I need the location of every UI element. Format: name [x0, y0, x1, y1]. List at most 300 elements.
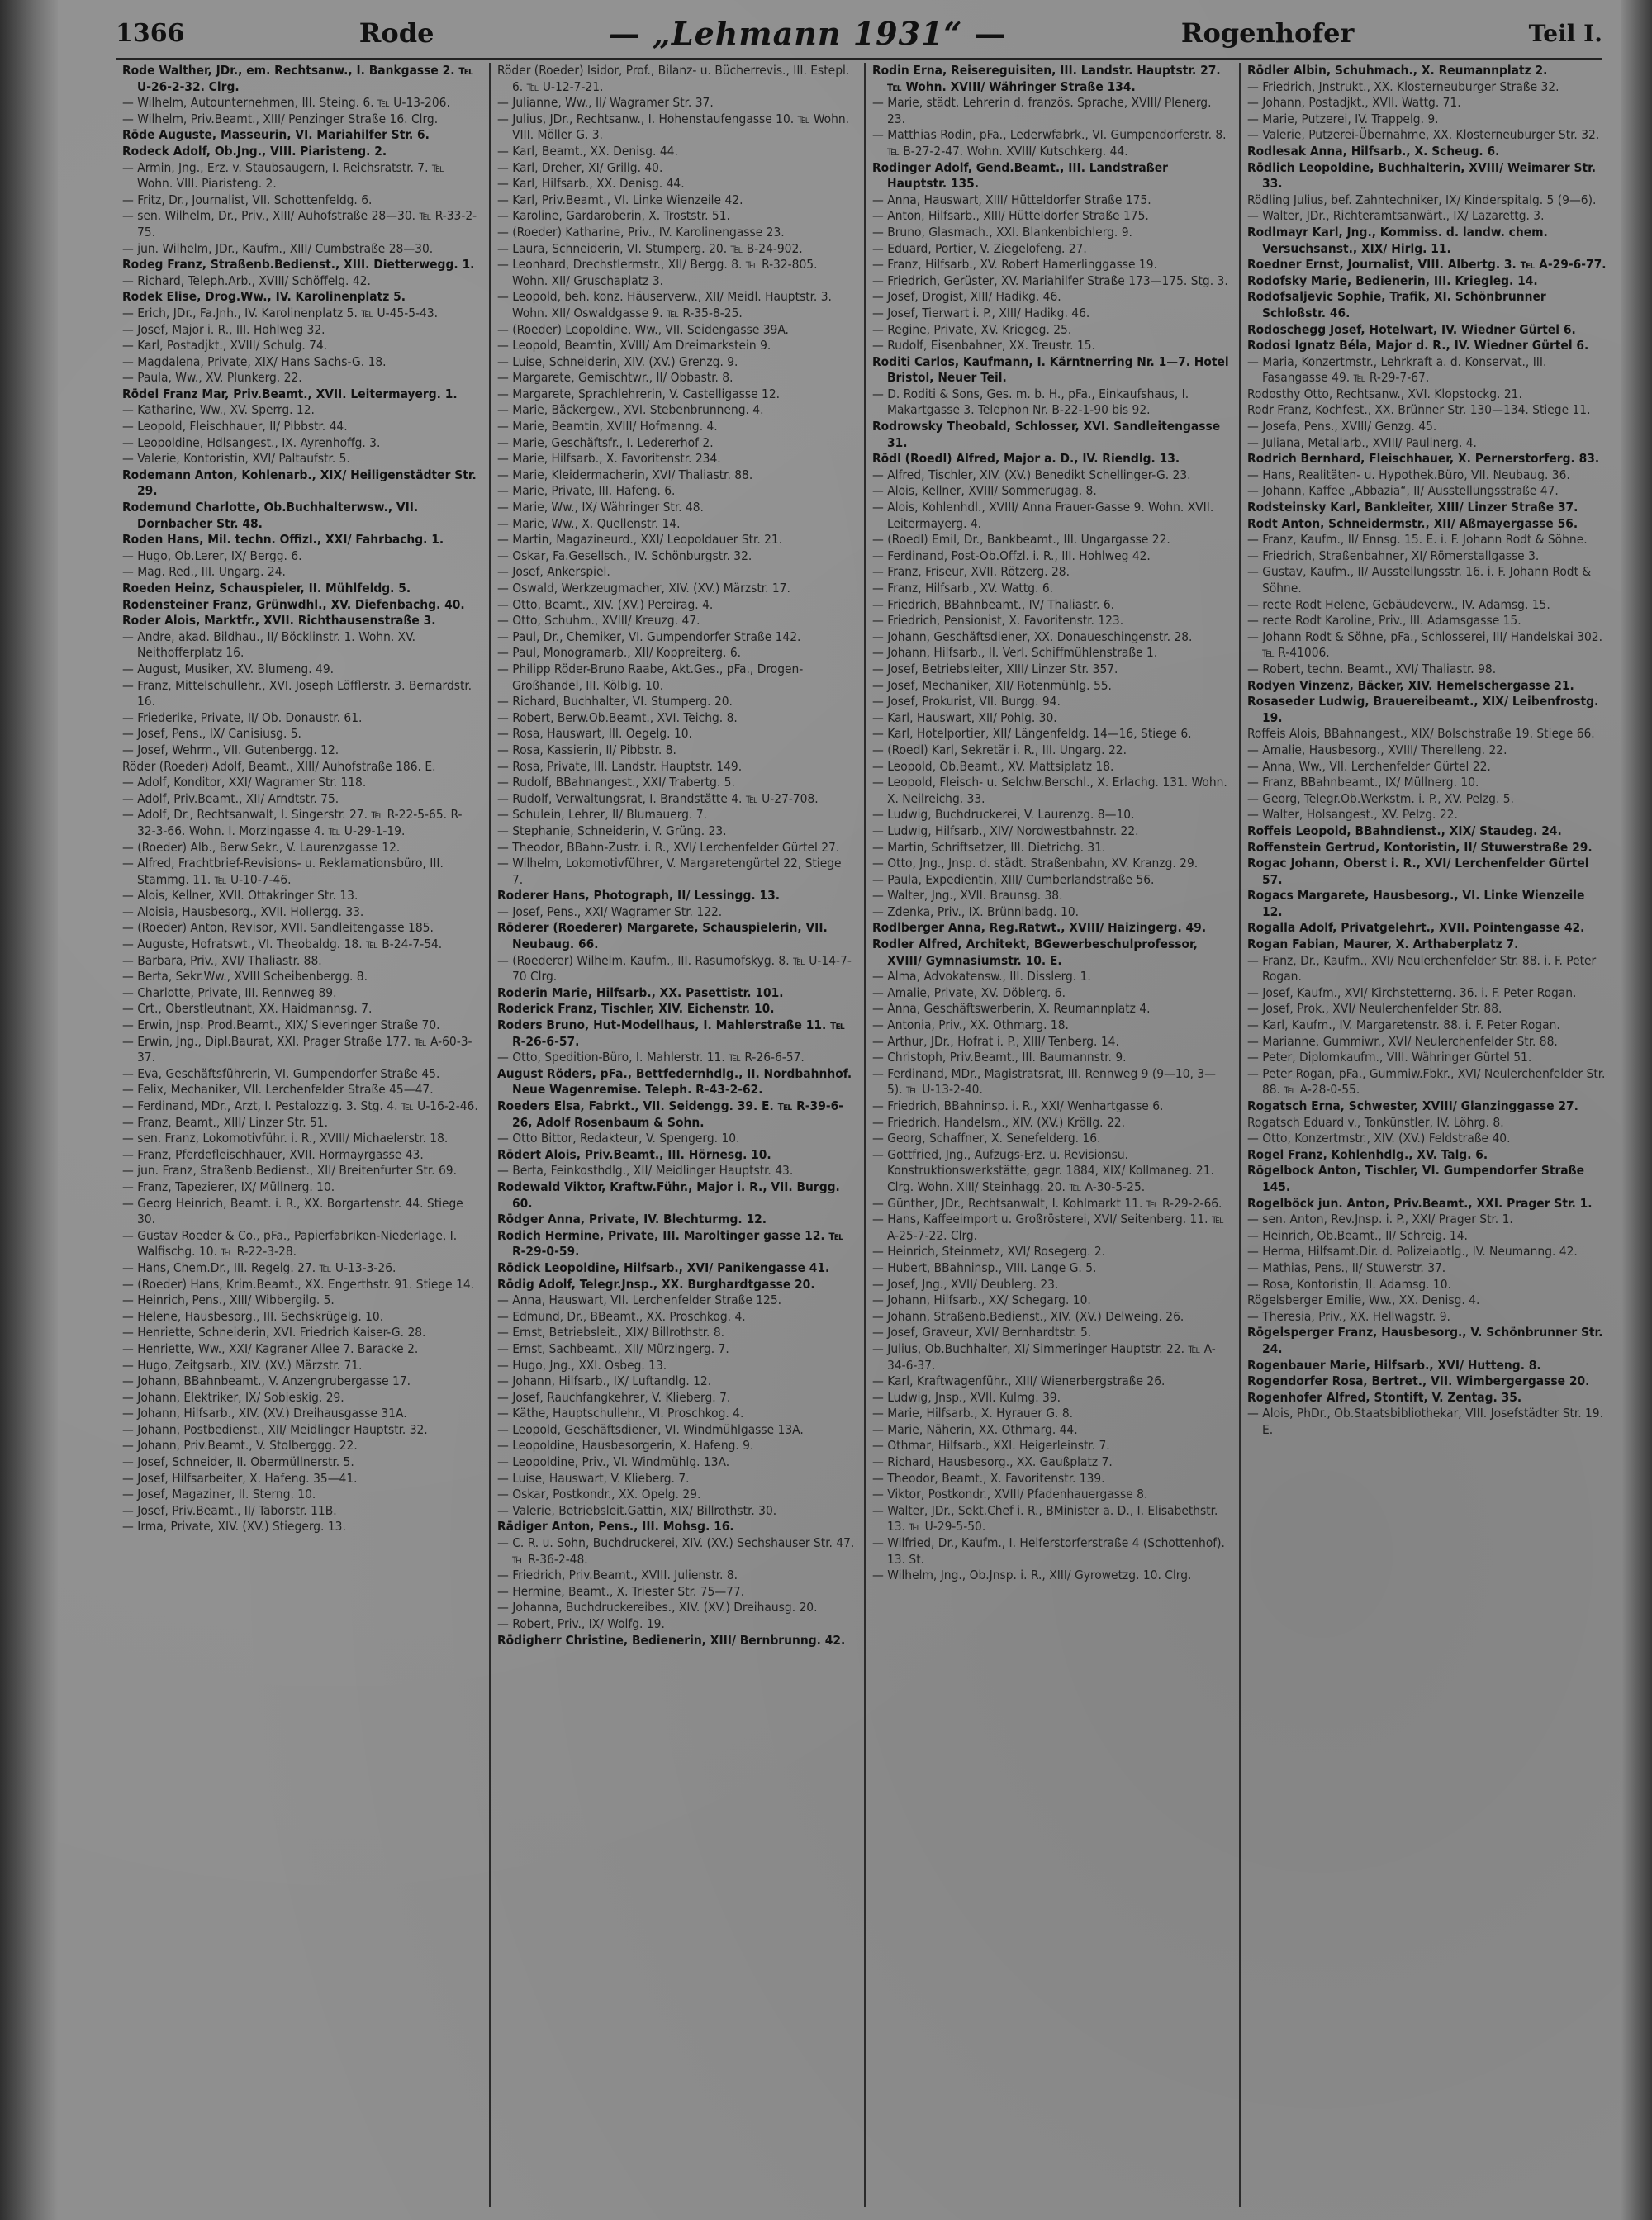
- directory-entry: — Franz, Pferdefleischhauer, XVII. Hormayrgasse 43.: [122, 1146, 424, 1162]
- directory-entry: — Robert, Berw.Ob.Beamt., XVI. Teichg. 8.: [497, 709, 738, 725]
- directory-entry: — Walter, JDr., Richteramtsanwärt., IX/ Lazarettg. 3.: [1247, 208, 1545, 224]
- directory-entry: — Wilhelm, Autounternehmen, III. Steing. 6. ℡ U-13-206.: [122, 95, 450, 111]
- directory-entry: Rodinger Adolf, Gend.Beamt., III. Landstraßer Hauptstr. 135.: [872, 159, 1168, 192]
- directory-entry: — Käthe, Hauptschullehr., VI. Proschkog. 4.: [497, 1406, 744, 1421]
- directory-entry: Rodt Anton, Schneidermstr., XII/ Aßmayergasse 56.: [1247, 515, 1578, 531]
- directory-columns: [116, 63, 1616, 2207]
- directory-entry: — Ferdinand, MDr., Magistratsrat, III. Rennweg 9 (9—10, 3—5). ℡ U-13-2-40.: [872, 1065, 1216, 1098]
- directory-entry: — Paul, Dr., Chemiker, VI. Gumpendorfer Straße 142.: [497, 629, 801, 644]
- directory-entry: — Berta, Feinkosthdlg., XII/ Meidlinger Hauptstr. 43.: [497, 1163, 794, 1179]
- page-binding-shadow: [0, 0, 58, 2220]
- directory-entry: — Christoph, Priv.Beamt., III. Baumannstr. 9.: [872, 1050, 1127, 1065]
- directory-entry: Roffeis Alois, BBahnangest., XIX/ Bolschstraße 19. Stiege 66.: [1247, 726, 1595, 742]
- directory-entry: Roffenstein Gertrud, Kontoristin, II/ Stuwerstraße 29.: [1247, 839, 1593, 855]
- directory-entry: — (Roeder) Leopoldine, Ww., VII. Seidengasse 39A.: [497, 321, 789, 337]
- directory-entry: — Josef, Prokurist, VII. Burgg. 94.: [872, 694, 1061, 709]
- directory-entry: — Rosa, Hauswart, III. Oegelg. 10.: [497, 726, 692, 742]
- directory-entry: — Rudolf, Verwaltungsrat, I. Brandstätte 4. ℡ U-27-708.: [497, 790, 819, 806]
- directory-entry: Röderer (Roederer) Margarete, Schauspielerin, VII. Neubaug. 66.: [497, 920, 828, 952]
- directory-entry: — (Roeder) Anton, Revisor, XVII. Sandleitengasse 185.: [122, 920, 434, 936]
- directory-entry: — Franz, Hilfsarb., XV. Robert Hamerlinggasse 19.: [872, 257, 1157, 273]
- directory-entry: — Georg, Schaffner, X. Senefelderg. 16.: [872, 1131, 1101, 1146]
- directory-entry: — Josef, Jng., XVII/ Deublerg. 23.: [872, 1276, 1059, 1292]
- directory-entry: — Josef, Prok., XVI/ Neulerchenfelder Str. 88.: [1247, 1001, 1502, 1017]
- directory-entry: — Johann, Hilfsarb., XIV. (XV.) Dreihausgasse 31A.: [122, 1406, 407, 1421]
- directory-entry: — Julius, JDr., Rechtsanw., I. Hohenstaufengasse 10. ℡ Wohn. VIII. Möller G. 3.: [497, 111, 850, 143]
- directory-entry: Rodin Erna, Reisereguisiten, III. Landstr. Hauptstr. 27. ℡ Wohn. XVIII/ Währinger Straße 134.: [872, 63, 1221, 94]
- directory-entry: — Josef, Pens., XXI/ Wagramer Str. 122.: [497, 904, 723, 919]
- directory-entry: Roden Hans, Mil. techn. Offizl., XXI/ Fahrbachg. 1.: [122, 532, 444, 548]
- directory-entry: — Karl, Dreher, XI/ Grillg. 40.: [497, 159, 663, 175]
- directory-entry: — (Roedl) Emil, Dr., Bankbeamt., III. Ungargasse 22.: [872, 532, 1170, 548]
- directory-entry: — Alfred, Frachtbrief-Revisions- u. Reklamationsbüro, III. Stammg. 11. ℡ U-10-7-46.: [122, 856, 444, 887]
- directory-entry: — Otto Bittor, Redakteur, V. Spengerg. 10.: [497, 1131, 740, 1146]
- directory-entry: — C. R. u. Sohn, Buchdruckerei, XIV. (XV.) Sechshauser Str. 47. ℡ R-36-2-48.: [497, 1535, 855, 1567]
- directory-entry: Rogel Franz, Kohlenhdlg., XV. Talg. 6.: [1247, 1146, 1488, 1162]
- directory-entry: — Karl, Hauswart, XII/ Pohlg. 30.: [872, 709, 1057, 725]
- directory-entry: — Adolf, Dr., Rechtsanwalt, I. Singerstr. 27. ℡ R-22-5-65. R-32-3-66. Wohn. I. Morzingasse 4. ℡ U-29-1-19.: [122, 807, 463, 838]
- directory-entry: — Regine, Private, XV. Kriegeg. 25.: [872, 321, 1072, 337]
- directory-entry: — Amalie, Private, XV. Döblerg. 6.: [872, 984, 1066, 1000]
- directory-entry: Rodemund Charlotte, Ob.Buchhalterwsw., VII. Dornbacher Str. 48.: [122, 500, 419, 531]
- directory-entry: — Felix, Mechaniker, VII. Lerchenfelder Straße 45—47.: [122, 1082, 434, 1098]
- directory-entry: — Karl, Beamt., XX. Denisg. 44.: [497, 143, 678, 159]
- directory-entry: — Josef, Major i. R., III. Hohlweg 32.: [122, 321, 325, 337]
- directory-entry: — Josef, Ankerspiel.: [497, 564, 610, 580]
- directory-entry: — Gustav, Kaufm., II/ Ausstellungsstr. 16. i. F. Johann Rodt & Söhne.: [1247, 564, 1592, 595]
- directory-entry: Rodeg Franz, Straßenb.Bedienst., XIII. Dietterwegg. 1.: [122, 257, 475, 273]
- directory-entry: — Armin, Jng., Erz. v. Staubsaugern, I. Reichsratstr. 7. ℡ Wohn. VIII. Piaristeng. 2.: [122, 159, 444, 192]
- directory-entry: — Johann, Elektriker, IX/ Sobieskig. 29.: [122, 1389, 344, 1405]
- directory-entry: Roders Bruno, Hut-Modellhaus, I. Mahlerstraße 11. ℡ R-26-6-57.: [497, 1017, 845, 1049]
- directory-entry: Roderer Hans, Photograph, II/ Lessingg. 13.: [497, 888, 780, 904]
- directory-entry: — Anna, Hauswart, VII. Lerchenfelder Straße 125.: [497, 1293, 782, 1308]
- directory-entry: Rogalla Adolf, Privatgelehrt., XVII. Pointengasse 42.: [1247, 920, 1585, 936]
- directory-entry: — Richard, Teleph.Arb., XVIII/ Schöffelg. 42.: [122, 273, 371, 288]
- directory-entry: Rodofsky Marie, Bedienerin, III. Kriegleg. 14.: [1247, 273, 1538, 288]
- directory-entry: — Marie, Geschäftsfr., I. Ledererhof 2.: [497, 434, 714, 450]
- directory-entry: — Johann, Kaffee „Abbazia“, II/ Ausstellungsstraße 47.: [1247, 483, 1559, 499]
- directory-entry: — Anna, Hauswart, XIII/ Hütteldorfer Straße 175.: [872, 192, 1151, 207]
- page-number: 1366: [116, 18, 185, 48]
- directory-entry: Rodlberger Anna, Reg.Ratwt., XVIII/ Haizingerg. 49.: [872, 920, 1207, 936]
- directory-entry: — Josef, Betriebsleiter, XIII/ Linzer Str. 357.: [872, 661, 1118, 676]
- directory-entry: — Mathias, Pens., II/ Stuwerstr. 37.: [1247, 1259, 1446, 1275]
- directory-entry: — Erich, JDr., Fa.Jnh., IV. Karolinenplatz 5. ℡ U-45-5-43.: [122, 305, 439, 320]
- directory-entry: Röde Auguste, Masseurin, VI. Mariahilfer Str. 6.: [122, 127, 430, 143]
- directory-entry: — Valerie, Putzerei-Übernahme, XX. Klosterneuburger Str. 32.: [1247, 127, 1600, 143]
- directory-entry: Rosaseder Ludwig, Brauereibeamt., XIX/ Leibenfrostg. 19.: [1247, 694, 1599, 725]
- directory-entry: — Leopoldine, Hausbesorgerin, X. Hafeng. 9.: [497, 1438, 754, 1454]
- directory-entry: — Peter, Diplomkaufm., VIII. Währinger Gürtel 51.: [1247, 1050, 1532, 1065]
- directory-entry: — Leonhard, Drechstlermstr., XII/ Bergg. 8. ℡ R-32-805. Wohn. XII/ Gruschaplatz 3.: [497, 257, 818, 288]
- directory-entry: — Amalie, Hausbesorg., XVIII/ Therelleng. 22.: [1247, 742, 1507, 757]
- directory-entry: — Viktor, Postkondr., XVIII/ Pfadenhauergasse 8.: [872, 1487, 1148, 1502]
- directory-entry: — Marie, städt. Lehrerin d. französ. Sprache, XVIII/ Plenerg. 23.: [872, 95, 1212, 126]
- directory-entry: — August, Musiker, XV. Blumeng. 49.: [122, 661, 335, 676]
- directory-entry: Rodyen Vinzenz, Bäcker, XIV. Hemelschergasse 21.: [1247, 677, 1574, 693]
- directory-entry: — Rudolf, Eisenbahner, XX. Treustr. 15.: [872, 338, 1095, 353]
- directory-entry: — Henriette, Schneiderin, XVI. Friedrich Kaiser-G. 28.: [122, 1325, 426, 1340]
- page-edge-shadow: [1621, 0, 1652, 2220]
- directory-entry: Röder (Roeder) Adolf, Beamt., XIII/ Auhofstraße 186. E.: [122, 758, 436, 774]
- directory-entry: — Marie, Hilfsarb., X. Favoritenstr. 234.: [497, 451, 721, 467]
- directory-entry: — Ferdinand, MDr., Arzt, I. Pestalozzig. 3. Stg. 4. ℡ U-16-2-46.: [122, 1098, 478, 1113]
- directory-entry: Rodlesak Anna, Hilfsarb., X. Scheug. 6.: [1247, 143, 1500, 159]
- directory-entry: — Maria, Konzertmstr., Lehrkraft a. d. Konservat., III. Fasangasse 49. ℡ R-29-7-67.: [1247, 353, 1547, 386]
- directory-entry: Rodek Elise, Drog.Ww., IV. Karolinenplatz 5.: [122, 289, 406, 305]
- directory-entry: — Auguste, Hofratswt., VI. Theobaldg. 18. ℡ B-24-7-54.: [122, 937, 443, 952]
- directory-entry: Rödigherr Christine, Bedienerin, XIII/ Bernbrunng. 42.: [497, 1632, 846, 1648]
- directory-entry: — Valerie, Kontoristin, XVI/ Paltaufstr. 5.: [122, 451, 350, 467]
- directory-entry: — Eduard, Portier, V. Ziegelofeng. 27.: [872, 240, 1087, 256]
- directory-entry: — Matthias Rodin, pFa., Lederwfabrk., VI. Gumpendorferstr. 8. ℡ B-27-2-47. Wohn. XVIII/ Kutschkerg. 44.: [872, 127, 1227, 159]
- directory-entry: — Barbara, Priv., XVI/ Thaliastr. 88.: [122, 952, 322, 968]
- directory-entry: — Bruno, Glasmach., XXI. Blankenbichlerg. 9.: [872, 224, 1132, 240]
- directory-entry: Rodrich Bernhard, Fleischhauer, X. Pernerstorferg. 83.: [1247, 451, 1600, 467]
- directory-entry: — Alois, Kellner, XVIII/ Sommerugag. 8.: [872, 483, 1097, 499]
- directory-entry: — Johann, Hilfsarb., XX/ Schegarg. 10.: [872, 1293, 1091, 1308]
- directory-entry: Rogan Fabian, Maurer, X. Arthaberplatz 7.: [1247, 937, 1519, 952]
- directory-entry: Rodeck Adolf, Ob.Jng., VIII. Piaristeng. 2.: [122, 143, 387, 159]
- directory-entry: — Anna, Ww., VII. Lerchenfelder Gürtel 22.: [1247, 758, 1491, 774]
- directory-entry: Roeders Elsa, Fabrkt., VII. Seidengg. 39. E. ℡ R-39-6-26, Adolf Rosenbaum & Sohn.: [497, 1098, 843, 1130]
- directory-entry: — Otto, Jng., Jnsp. d. städt. Straßenbahn, XV. Kranzg. 29.: [872, 856, 1199, 871]
- column-3: [866, 63, 1241, 2207]
- directory-entry: Rogatsch Eduard v., Tonkünstler, IV. Löhrg. 8.: [1247, 1114, 1504, 1130]
- directory-entry: — Wilfried, Dr., Kaufm., I. Helferstorferstraße 4 (Schottenhof). 13. St.: [872, 1535, 1225, 1567]
- column-1: [116, 63, 491, 2207]
- directory-entry: Rögelbock Anton, Tischler, VI. Gumpendorfer Straße 145.: [1247, 1163, 1585, 1194]
- directory-entry: — Heinrich, Ob.Beamt., II/ Schreig. 14.: [1247, 1227, 1468, 1243]
- directory-entry: — (Roeder) Alb., Berw.Sekr., V. Laurenzgasse 12.: [122, 839, 401, 855]
- directory-entry: — Oswald, Werkzeugmacher, XIV. (XV.) Märzstr. 17.: [497, 581, 790, 595]
- directory-entry: — Josef, Wehrm., VII. Gutenbergg. 12.: [122, 742, 339, 757]
- directory-entry: — Helene, Hausbesorg., III. Sechskrügelg. 10.: [122, 1308, 384, 1324]
- directory-entry: — Anna, Geschäftswerberin, X. Reumannplatz 4.: [872, 1001, 1151, 1017]
- directory-entry: — Charlotte, Private, III. Rennweg 89.: [122, 984, 337, 1000]
- directory-entry: — Karl, Kaufm., IV. Margaretenstr. 88. i. F. Peter Rogan.: [1247, 1017, 1560, 1033]
- directory-entry: — Alois, PhDr., Ob.Staatsbibliothekar, VIII. Josefstädter Str. 19. E.: [1247, 1406, 1603, 1437]
- directory-entry: — Johann, Hilfsarb., IX/ Luftandlg. 12.: [497, 1373, 712, 1389]
- directory-entry: — Ernst, Betriebsleit., XIX/ Billrothstr. 8.: [497, 1325, 725, 1340]
- directory-entry: — jun. Franz, Straßenb.Bedienst., XII/ Breitenfurter Str. 69.: [122, 1163, 458, 1179]
- directory-entry: — Gottfried, Jng., Aufzugs-Erz. u. Revisionsu. Konstruktionswerkstätte, gegr. 1884, XIX/ Kollmaneg. 21. Clrg. Wohn. XIII/ Steinhagg. 20. ℡ A-30-5-25.: [872, 1146, 1214, 1194]
- directory-entry: — Gustav Roeder & Co., pFa., Papierfabriken-Niederlage, I. Walfischg. 10. ℡ R-22-3-28.: [122, 1227, 458, 1259]
- directory-entry: — Josef, Priv.Beamt., II/ Taborstr. 11B.: [122, 1502, 337, 1518]
- directory-entry: — (Roeder) Katharine, Priv., IV. Karolinengasse 23.: [497, 224, 785, 240]
- directory-entry: Rodosi Ignatz Béla, Major d. R., IV. Wiedner Gürtel 6.: [1247, 338, 1589, 353]
- header-rule: [116, 58, 1602, 60]
- directory-entry: Rödler Albin, Schuhmach., X. Reumannplatz 2.: [1247, 63, 1548, 78]
- directory-entry: — Aloisia, Hausbesorg., XVII. Hollergg. 33.: [122, 904, 364, 919]
- directory-entry: — Crt., Oberstleutnant, XX. Haidmannsg. 7.: [122, 1001, 373, 1017]
- directory-entry: Rodler Alfred, Architekt, BGewerbeschulprofessor, XVIII/ Gymnasiumstr. 10. E.: [872, 937, 1198, 968]
- directory-entry: — Hans, Kaffeeimport u. Großrösterei, XVI/ Seitenberg. 11. ℡ A-25-7-22. Clrg.: [872, 1212, 1224, 1243]
- directory-entry: — Friedrich, Pensionist, X. Favoritenstr. 123.: [872, 613, 1124, 629]
- directory-entry: — Hugo, Jng., XXI. Osbeg. 13.: [497, 1357, 667, 1373]
- directory-entry: — Martin, Schriftsetzer, III. Dietrichg. 31.: [872, 839, 1106, 855]
- directory-entry: — Karl, Kraftwagenführ., XIII/ Wienerbergstraße 26.: [872, 1373, 1165, 1389]
- directory-entry: — Karl, Hilfsarb., XX. Denisg. 44.: [497, 176, 685, 192]
- directory-entry: — Johanna, Buchdruckereibes., XIV. (XV.) Dreihausg. 20.: [497, 1600, 818, 1615]
- directory-entry: Rädiger Anton, Pens., III. Mohsg. 16.: [497, 1519, 734, 1535]
- directory-entry: — Josef, Rauchfangkehrer, V. Klieberg. 7.: [497, 1389, 731, 1405]
- directory-entry: — Richard, Buchhalter, VI. Stumperg. 20.: [497, 694, 733, 709]
- directory-entry: Rodich Hermine, Private, III. Maroltinger gasse 12. ℡ R-29-0-59.: [497, 1227, 844, 1259]
- directory-entry: — Johann, BBahnbeamt., V. Anzengrubergasse 17.: [122, 1373, 411, 1389]
- directory-entry: — Herma, Hilfsamt.Dir. d. Polizeiabtlg., IV. Neumanng. 42.: [1247, 1244, 1578, 1259]
- directory-entry: — Richard, Hausbesorg., XX. Gaußplatz 7.: [872, 1454, 1113, 1470]
- directory-entry: — Hugo, Zeitgsarb., XIV. (XV.) Märzstr. 71.: [122, 1357, 363, 1373]
- directory-entry: — Peter Rogan, pFa., Gummiw.Fbkr., XVI/ Neulerchenfelder Str. 88. ℡ A-28-0-55.: [1247, 1065, 1606, 1098]
- directory-entry: — Erwin, Jnsp. Prod.Beamt., XIX/ Sieveringer Straße 70.: [122, 1017, 440, 1033]
- directory-entry: — Friedrich, Priv.Beamt., XVIII. Julienstr. 8.: [497, 1568, 738, 1583]
- directory-entry: — Marie, Bäckergew., XVI. Stebenbrunneng. 4.: [497, 402, 764, 418]
- directory-entry: — Josef, Graveur, XVI/ Bernhardtstr. 5.: [872, 1325, 1092, 1340]
- directory-entry: — Leopold, Beamtin, XVIII/ Am Dreimarkstein 9.: [497, 338, 771, 353]
- directory-entry: — Philipp Röder-Bruno Raabe, Akt.Ges., pFa., Drogen-Großhandel, III. Kölblg. 10.: [497, 661, 804, 693]
- directory-entry: — sen. Franz, Lokomotivführ. i. R., XVIII/ Michaelerstr. 18.: [122, 1131, 449, 1146]
- directory-entry: — Oskar, Postkondr., XX. Opelg. 29.: [497, 1487, 701, 1502]
- directory-entry: — Luise, Hauswart, V. Klieberg. 7.: [497, 1470, 690, 1486]
- directory-entry: — Eva, Geschäftsführerin, VI. Gumpendorfer Straße 45.: [122, 1065, 440, 1081]
- directory-entry: — Henriette, Ww., XXI/ Kagraner Allee 7. Baracke 2.: [122, 1340, 419, 1356]
- directory-entry: — Wilhelm, Lokomotivführer, V. Margaretengürtel 22, Stiege 7.: [497, 856, 842, 887]
- directory-entry: Rogatsch Erna, Schwester, XVIII/ Glanzinggasse 27.: [1247, 1098, 1578, 1113]
- directory-entry: Rödger Anna, Private, IV. Blechturmg. 12.: [497, 1212, 767, 1227]
- directory-entry: — Josef, Mechaniker, XII/ Rotenmühlg. 55.: [872, 677, 1112, 693]
- directory-entry: — Oskar, Fa.Gesellsch., IV. Schönburgstr. 32.: [497, 548, 752, 563]
- directory-entry: — Marie, Ww., X. Quellenstr. 14.: [497, 515, 681, 531]
- directory-entry: Rödert Alois, Priv.Beamt., III. Hörnesg. 10.: [497, 1146, 771, 1162]
- directory-entry: — Alois, Kohlenhdl., XVIII/ Anna Frauer-Gasse 9. Wohn. XVII. Leitermayerg. 4.: [872, 500, 1214, 531]
- directory-entry: — Juliana, Metallarb., XVIII/ Paulinerg. 4.: [1247, 434, 1477, 450]
- directory-entry: — Otto, Spedition-Büro, I. Mahlerstr. 11. ℡ R-26-6-57.: [497, 1050, 805, 1065]
- directory-entry: — Josef, Hilfsarbeiter, X. Hafeng. 35—41.: [122, 1470, 358, 1486]
- directory-entry: — Heinrich, Pens., XIII/ Wibbergilg. 5.: [122, 1293, 335, 1308]
- directory-entry: Rodosthy Otto, Rechtsanw., XVI. Klopstockg. 21.: [1247, 386, 1522, 401]
- directory-entry: — Josef, Pens., IX/ Canisiusg. 5.: [122, 726, 301, 742]
- directory-entry: — Alma, Advokatensw., III. Disslerg. 1.: [872, 969, 1091, 984]
- directory-entry: — Walter, Holsangest., XV. Pelzg. 22.: [1247, 807, 1458, 823]
- directory-entry: — Johann, Priv.Beamt., V. Stolberggg. 22.: [122, 1438, 358, 1454]
- directory-entry: — Anton, Hilfsarb., XIII/ Hütteldorfer Straße 175.: [872, 208, 1149, 224]
- directory-entry: — (Roedl) Karl, Sekretär i. R., III. Ungarg. 22.: [872, 742, 1127, 757]
- directory-entry: — Rosa, Kontoristin, II. Adamsg. 10.: [1247, 1276, 1451, 1292]
- directory-entry: — Johann Rodt & Söhne, pFa., Schlosserei, III/ Handelskai 302. ℡ R-41006.: [1247, 629, 1602, 661]
- directory-entry: — Johann, Geschäftsdiener, XX. Donaueschingenstr. 28.: [872, 629, 1193, 644]
- directory-entry: — D. Roditi & Sons, Ges. m. b. H., pFa., Einkaufshaus, I. Makartgasse 3. Telephon Nr. B-22-1-90 bis 92.: [872, 386, 1189, 418]
- directory-entry: — Friedrich, BBahninsp. i. R., XXI/ Wenhartgasse 6.: [872, 1098, 1164, 1113]
- directory-entry: — Othmar, Hilfsarb., XXI. Heigerleinstr. 7.: [872, 1438, 1110, 1454]
- directory-entry: — Rosa, Kassierin, II/ Pibbstr. 8.: [497, 742, 676, 757]
- directory-entry: — Josef, Kaufm., XVI/ Kirchstetterng. 36. i. F. Peter Rogan.: [1247, 984, 1577, 1000]
- directory-entry: — Karoline, Gardaroberin, X. Troststr. 51.: [497, 208, 730, 224]
- directory-entry: Rödig Adolf, Telegr.Jnsp., XX. Burghardtgasse 20.: [497, 1276, 815, 1292]
- directory-entry: — Johann, Hilfsarb., II. Verl. Schiffmühlenstraße 1.: [872, 645, 1158, 661]
- directory-entry: — (Roeder) Hans, Krim.Beamt., XX. Engerthstr. 91. Stiege 14.: [122, 1276, 475, 1292]
- directory-entry: August Röders, pFa., Bettfedernhdlg., II. Nordbahnhof. Neue Wagenremise. Teleph. R-43-2-62.: [497, 1065, 852, 1098]
- directory-entry: — Friedrich, Straßenbahner, XI/ Römerstallgasse 3.: [1247, 548, 1540, 563]
- directory-entry: — Leopold, Fleischhauer, II/ Pibbstr. 44.: [122, 419, 348, 434]
- directory-entry: — Josef, Schneider, II. Obermüllnerstr. 5.: [122, 1454, 354, 1470]
- directory-entry: — Otto, Schuhm., XVIII/ Kreuzg. 47.: [497, 613, 700, 629]
- directory-entry: — Franz, Hilfsarb., XV. Wattg. 6.: [872, 581, 1054, 595]
- directory-entry: — Arthur, JDr., Hofrat i. P., XIII/ Tenberg. 14.: [872, 1033, 1119, 1049]
- directory-entry: — Alois, Kellner, XVII. Ottakringer Str. 13.: [122, 888, 358, 904]
- directory-entry: — Leopoldine, Priv., VI. Windmühlg. 13A.: [497, 1454, 730, 1470]
- directory-entry: — Heinrich, Steinmetz, XVI/ Rosegerg. 2.: [872, 1244, 1106, 1259]
- directory-entry: — (Roederer) Wilhelm, Kaufm., III. Rasumofskyg. 8. ℡ U-14-7-70 Clrg.: [497, 952, 852, 984]
- directory-entry: Rodlmayr Karl, Jng., Kommiss. d. landw. chem. Versuchsanst., XIX/ Hirlg. 11.: [1247, 224, 1548, 256]
- directory-entry: Röder (Roeder) Isidor, Prof., Bilanz- u. Bücherrevis., III. Estepl. 6. ℡ U-12-7-21.: [497, 63, 850, 94]
- directory-entry: — Rosa, Private, III. Landstr. Hauptstr. 149.: [497, 758, 743, 774]
- part-label: Teil I.: [1528, 19, 1602, 47]
- directory-entry: — Alfred, Tischler, XIV. (XV.) Benedikt Schellinger-G. 23.: [872, 467, 1191, 482]
- directory-entry: — Katharine, Ww., XV. Sperrg. 12.: [122, 402, 315, 418]
- directory-entry: — Walter, JDr., Sekt.Chef i. R., BMinister a. D., I. Elisabethstr. 13. ℡ U-29-5-50.: [872, 1502, 1218, 1535]
- directory-entry: Roder Alois, Marktfr., XVII. Richthausenstraße 3.: [122, 613, 436, 629]
- page-header: [116, 12, 1602, 55]
- directory-entry: — Wilhelm, Jng., Ob.Jnsp. i. R., XIII/ Gyrowetzg. 10. Clrg.: [872, 1568, 1192, 1583]
- directory-entry: Rögelsberger Emilie, Ww., XX. Denisg. 4.: [1247, 1293, 1480, 1308]
- directory-entry: — Ludwig, Jnsp., XVII. Kulmg. 39.: [872, 1389, 1061, 1405]
- directory-entry: — Hermine, Beamt., X. Triester Str. 75—77.: [497, 1583, 745, 1599]
- directory-entry: Rodrowsky Theobald, Schlosser, XVI. Sandleitengasse 31.: [872, 419, 1221, 450]
- directory-entry: — Wilhelm, Priv.Beamt., XIII/ Penzinger Straße 16. Clrg.: [122, 111, 439, 126]
- directory-entry: Rogelböck jun. Anton, Priv.Beamt., XXI. Prager Str. 1.: [1247, 1195, 1593, 1211]
- directory-entry: — recte Rodt Helene, Gebäudeverw., IV. Adamsg. 15.: [1247, 596, 1550, 612]
- directory-entry: — Hubert, BBahninsp., VIII. Lange G. 5.: [872, 1259, 1097, 1275]
- directory-entry: Rödel Franz Mar, Priv.Beamt., XVII. Leitermayerg. 1.: [122, 386, 458, 401]
- directory-entry: Rodofsaljevic Sophie, Trafik, XI. Schönbrunner Schloßstr. 46.: [1247, 289, 1546, 320]
- left-keyword: Rode: [358, 17, 434, 49]
- directory-entry: — Robert, techn. Beamt., XVI/ Thaliastr. 98.: [1247, 661, 1497, 676]
- directory-entry: — Mag. Red., III. Ungarg. 24.: [122, 564, 286, 580]
- directory-entry: — Paula, Ww., XV. Plunkerg. 22.: [122, 370, 302, 386]
- directory-entry: — Hugo, Ob.Lerer, IX/ Bergg. 6.: [122, 548, 302, 563]
- directory-entry: Rogac Johann, Oberst i. R., XVI/ Lerchenfelder Gürtel 57.: [1247, 856, 1589, 887]
- column-2: [491, 63, 866, 2207]
- directory-entry: — Adolf, Konditor, XXI/ Wagramer Str. 118.: [122, 775, 367, 790]
- directory-entry: — sen. Anton, Rev.Jnsp. i. P., XXI/ Prager Str. 1.: [1247, 1212, 1513, 1227]
- directory-entry: Rögelsperger Franz, Hausbesorg., V. Schönbrunner Str. 24.: [1247, 1325, 1603, 1356]
- directory-entry: — jun. Wilhelm, JDr., Kaufm., XIII/ Cumbstraße 28—30.: [122, 240, 434, 256]
- directory-entry: Rode Walther, JDr., em. Rechtsanw., I. Bankgasse 2. ℡ U-26-2-32. Clrg.: [122, 63, 474, 94]
- directory-entry: — Johann, Postadjkt., XVII. Wattg. 71.: [1247, 95, 1461, 111]
- directory-entry: — Laura, Schneiderin, VI. Stumperg. 20. ℡ B-24-902.: [497, 240, 803, 256]
- directory-entry: — Leopoldine, Hdlsangest., IX. Ayrenhoffg. 3.: [122, 434, 381, 450]
- directory-entry: — Ludwig, Buchdruckerei, V. Laurenzg. 8—10.: [872, 807, 1135, 823]
- directory-entry: — Josefa, Pens., XVIII/ Genzg. 45.: [1247, 419, 1437, 434]
- directory-entry: — Leopold, Geschäftsdiener, VI. Windmühlgasse 13A.: [497, 1421, 804, 1437]
- directory-entry: — sen. Wilhelm, Dr., Priv., XIII/ Auhofstraße 28—30. ℡ R-33-2-75.: [122, 208, 477, 240]
- directory-entry: — Friedrich, BBahnbeamt., IV/ Thaliastr. 6.: [872, 596, 1115, 612]
- directory-entry: — Johann, Straßenb.Bedienst., XIV. (XV.) Delweing. 26.: [872, 1308, 1184, 1324]
- directory-entry: — Franz, Mittelschullehr., XVI. Joseph Löfflerstr. 3. Bernardstr. 16.: [122, 677, 472, 709]
- directory-entry: — Rudolf, BBahnangest., XXI/ Trabertg. 5.: [497, 775, 735, 790]
- directory-entry: — Marie, Hilfsarb., X. Hyrauer G. 8.: [872, 1406, 1074, 1421]
- directory-entry: — Margarete, Sprachlehrerin, V. Castelligasse 12.: [497, 386, 781, 401]
- directory-entry: — Stephanie, Schneiderin, V. Grüng. 23.: [497, 823, 727, 838]
- directory-entry: — Josef, Magaziner, II. Sterng. 10.: [122, 1487, 316, 1502]
- directory-entry: — Karl, Hotelportier, XII/ Längenfeldg. 14—16, Stiege 6.: [872, 726, 1192, 742]
- directory-entry: — Valerie, Betriebsleit.Gattin, XIX/ Billrothstr. 30.: [497, 1502, 777, 1518]
- directory-entry: — Hans, Chem.Dr., III. Regelg. 27. ℡ U-13-3-26.: [122, 1259, 396, 1275]
- directory-entry: Rodr Franz, Kochfest., XX. Brünner Str. 130—134. Stiege 11.: [1247, 402, 1591, 418]
- directory-entry: Rogacs Margarete, Hausbesorg., VI. Linke Wienzeile 12.: [1247, 888, 1585, 919]
- directory-entry: — Julius, Ob.Buchhalter, XI/ Simmeringer Hauptstr. 22. ℡ A-34-6-37.: [872, 1340, 1216, 1373]
- directory-entry: Roedner Ernst, Journalist, VIII. Albertg. 3. ℡ A-29-6-77.: [1247, 257, 1607, 273]
- directory-entry: — Georg, Telegr.Ob.Werkstm. i. P., XV. Pelzg. 5.: [1247, 790, 1514, 806]
- directory-entry: Rogenhofer Alfred, Stontift, V. Zentag. 35.: [1247, 1389, 1522, 1405]
- directory-entry: — Georg Heinrich, Beamt. i. R., XX. Borgartenstr. 44. Stiege 30.: [122, 1195, 463, 1227]
- directory-entry: — Schulein, Lehrer, II/ Blumauerg. 7.: [497, 807, 707, 823]
- directory-entry: — Friedrich, Gerüster, XV. Mariahilfer Straße 173—175. Stg. 3.: [872, 273, 1228, 288]
- directory-entry: — Leopold, Fleisch- u. Selchw.Berschl., X. Erlachg. 131. Wohn. X. Neilreichg. 33.: [872, 775, 1227, 806]
- directory-entry: — Fritz, Dr., Journalist, VII. Schottenfeldg. 6.: [122, 192, 373, 207]
- directory-entry: Rogenbauer Marie, Hilfsarb., XVI/ Hutteng. 8.: [1247, 1357, 1541, 1373]
- directory-entry: — Friederike, Private, II/ Ob. Donaustr. 61.: [122, 709, 363, 725]
- directory-entry: — Ferdinand, Post-Ob.Offzl. i. R., III. Hohlweg 42.: [872, 548, 1151, 563]
- directory-entry: — Margarete, Gemischtwr., II/ Obbastr. 8.: [497, 370, 733, 386]
- directory-entry: — Leopold, beh. konz. Häuserverw., XII/ Meidl. Hauptstr. 3. Wohn. XII/ Oswaldgasse 9. ℡ R-35-8-25.: [497, 289, 832, 320]
- directory-entry: — Franz, BBahnbeamt., IX/ Müllnerg. 10.: [1247, 775, 1479, 790]
- directory-entry: — Antonia, Priv., XX. Othmarg. 18.: [872, 1017, 1069, 1033]
- directory-entry: — Andre, akad. Bildhau., II/ Böcklinstr. 1. Wohn. XV. Neithofferplatz 16.: [122, 629, 416, 661]
- directory-entry: Rodoschegg Josef, Hotelwart, IV. Wiedner Gürtel 6.: [1247, 321, 1576, 337]
- directory-entry: — Erwin, Jng., Dipl.Baurat, XXI. Prager Straße 177. ℡ A-60-3-37.: [122, 1033, 472, 1065]
- directory-entry: — Paul, Monogramarb., XII/ Koppreiterg. 6.: [497, 645, 742, 661]
- directory-entry: — Franz, Tapezierer, IX/ Müllnerg. 10.: [122, 1179, 335, 1194]
- directory-entry: — Edmund, Dr., BBeamt., XX. Proschkog. 4.: [497, 1308, 746, 1324]
- publication-title: — „Lehmann 1931“ —: [608, 14, 1007, 52]
- directory-entry: Rödick Leopoldine, Hilfsarb., XVI/ Panikengasse 41.: [497, 1259, 830, 1275]
- directory-entry: — Franz, Friseur, XVII. Rötzerg. 28.: [872, 564, 1070, 580]
- directory-entry: — Irma, Private, XIV. (XV.) Stiegerg. 13.: [122, 1519, 346, 1535]
- directory-entry: Rödlich Leopoldine, Buchhalterin, XVIII/ Weimarer Str. 33.: [1247, 159, 1596, 192]
- directory-entry: — Marie, Private, III. Hafeng. 6.: [497, 483, 676, 499]
- directory-entry: — Karl, Postadjkt., XVIII/ Schulg. 74.: [122, 338, 328, 353]
- directory-entry: — Julianne, Ww., II/ Wagramer Str. 37.: [497, 95, 714, 111]
- directory-entry: — Franz, Kaufm., II/ Ennsg. 15. E. i. F. Johann Rodt & Söhne.: [1247, 532, 1588, 548]
- directory-entry: — Robert, Priv., IX/ Wolfg. 19.: [497, 1616, 665, 1631]
- directory-entry: — Paula, Expedientin, XIII/ Cumberlandstraße 56.: [872, 871, 1155, 887]
- directory-entry: — Josef, Drogist, XIII/ Hadikg. 46.: [872, 289, 1061, 305]
- directory-entry: — Friedrich, Handelsm., XIV. (XV.) Kröllg. 22.: [872, 1114, 1125, 1130]
- directory-entry: — recte Rodt Karoline, Priv., III. Adamsgasse 15.: [1247, 613, 1521, 629]
- right-keyword: Rogenhofer: [1180, 17, 1355, 49]
- directory-entry: Rödling Julius, bef. Zahntechniker, IX/ Kinderspitalg. 5 (9—6).: [1247, 192, 1597, 207]
- directory-entry: — Friedrich, Jnstrukt., XX. Klosterneuburger Straße 32.: [1247, 78, 1559, 94]
- directory-entry: — Luise, Schneiderin, XIV. (XV.) Grenzg. 9.: [497, 353, 738, 369]
- directory-entry: Rodsteinsky Karl, Bankleiter, XIII/ Linzer Straße 37.: [1247, 500, 1578, 515]
- directory-entry: — Ernst, Sachbeamt., XII/ Mürzingerg. 7.: [497, 1340, 729, 1356]
- directory-entry: — Marie, Ww., IX/ Währinger Str. 48.: [497, 500, 704, 515]
- directory-entry: — Josef, Tierwart i. P., XIII/ Hadikg. 46.: [872, 305, 1090, 320]
- directory-entry: Roffeis Leopold, BBahndienst., XIX/ Staudeg. 24.: [1247, 823, 1562, 838]
- directory-entry: — Marie, Kleidermacherin, XVI/ Thaliastr. 88.: [497, 467, 753, 482]
- directory-entry: — Magdalena, Private, XIX/ Hans Sachs-G. 18.: [122, 353, 387, 369]
- directory-entry: Roeden Heinz, Schauspieler, II. Mühlfeldg. 5.: [122, 581, 411, 595]
- directory-entry: — Marianne, Gummiwr., XVI/ Neulerchenfelder Str. 88.: [1247, 1033, 1558, 1049]
- directory-entry: — Otto, Beamt., XIV. (XV.) Pereirag. 4.: [497, 596, 714, 612]
- directory-entry: — Adolf, Priv.Beamt., XII/ Arndtstr. 75.: [122, 790, 339, 806]
- directory-entry: — Franz, Dr., Kaufm., XVI/ Neulerchenfelder Str. 88. i. F. Peter Rogan.: [1247, 952, 1597, 984]
- directory-entry: — Marie, Beamtin, XVIII/ Hofmanng. 4.: [497, 419, 718, 434]
- directory-entry: Roderin Marie, Hilfsarb., XX. Pasettistr. 101.: [497, 984, 784, 1000]
